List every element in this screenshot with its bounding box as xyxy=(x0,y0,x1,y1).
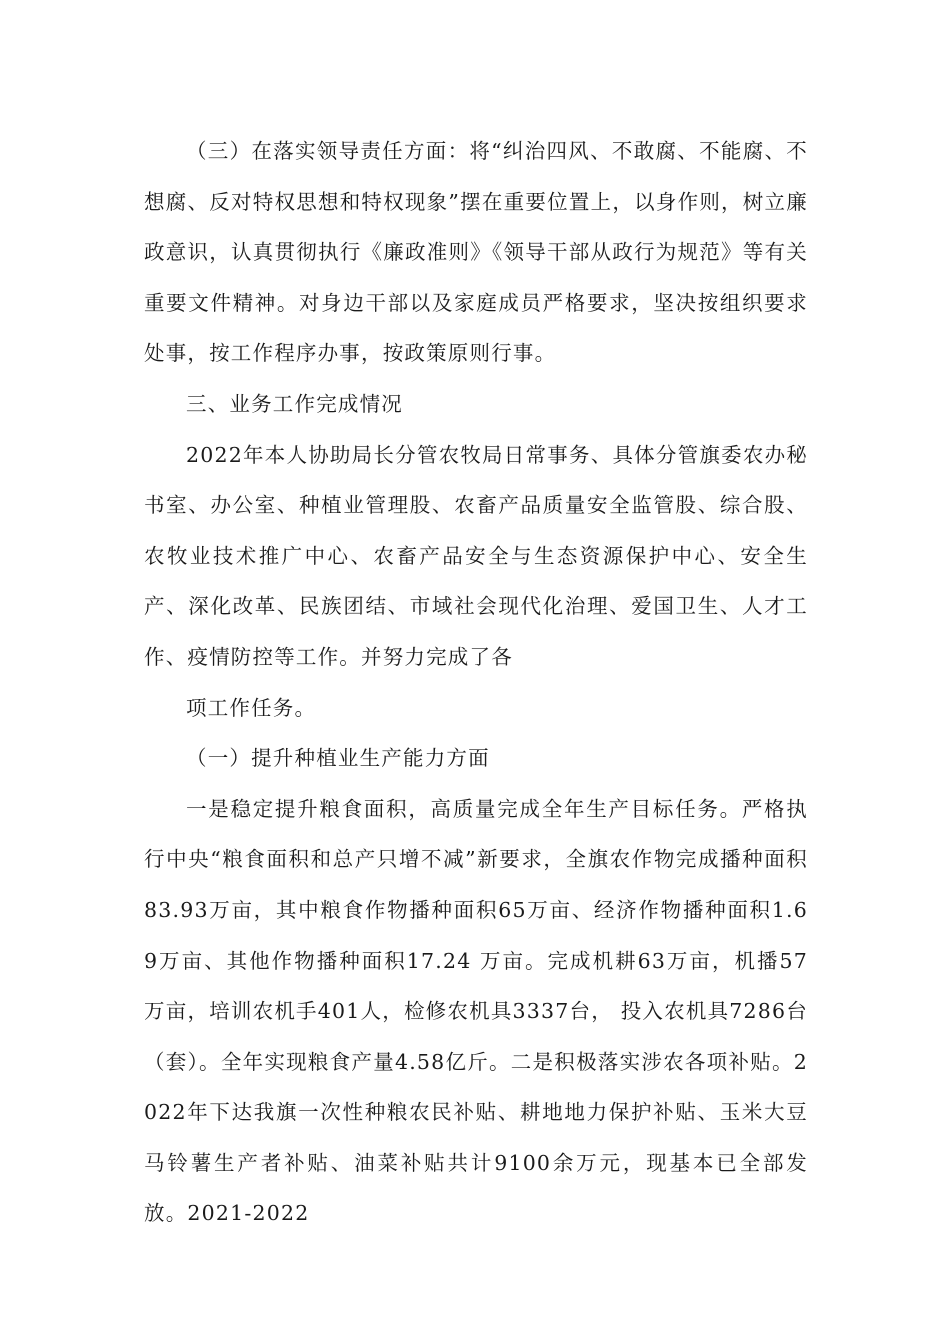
paragraph-leadership-responsibility: （三）在落实领导责任方面：将“纠治四风、不敢腐、不能腐、不想腐、反对特权思想和特权现象”摆在重要位置上，以身作则，树立廉政意识，认真贯彻执行《廉政准则》《领导干部从政行为规范》等有关重要文件精神。对身边干部以及家庭成员严格要求，坚决按组织要求处事，按工作程序办事，按政策原则行事。 xyxy=(144,139,808,366)
subsection-heading-planting-capacity: （一）提升种植业生产能力方面 xyxy=(186,746,490,771)
document-body xyxy=(144,126,808,1239)
paragraph-grain-production: 一是稳定提升粮食面积，高质量完成全年生产目标任务。严格执行中央“粮食面积和总产只增不减”新要求，全旗农作物完成播种面积83.93万亩，其中粮食作物播种面积65万亩、经济作物播种面积1.69万亩、其他作物播种面积17.24 万亩。完成机耕63万亩，机播57万亩，培训农机手401人，检修农机具3337台， 投入农机具7286台（套）。全年实现粮食产量4.58亿斤。二是积极落实涉农各项补贴。2022年下达我旗一次性种粮农民补贴、耕地地力保护补贴、玉米大豆马铃薯生产者补贴、油菜补贴共计9100余万元，现基本已全部发放。2021-2022 xyxy=(144,796,808,1226)
paragraph-work-responsibilities: 2022年本人协助局长分管农牧局日常事务、具体分管旗委农办秘书室、办公室、种植业管理股、农畜产品质量安全监管股、综合股、农牧业技术推广中心、农畜产品安全与生态资源保护中心、安全生产、深化改革、民族团结、市域社会现代化治理、爱国卫生、人才工作、疫情防控等工作。并努力完成了各 xyxy=(144,442,808,669)
paragraph-continuation: 项工作任务。 xyxy=(186,695,317,720)
section-heading-business-work: 三、业务工作完成情况 xyxy=(186,391,403,416)
